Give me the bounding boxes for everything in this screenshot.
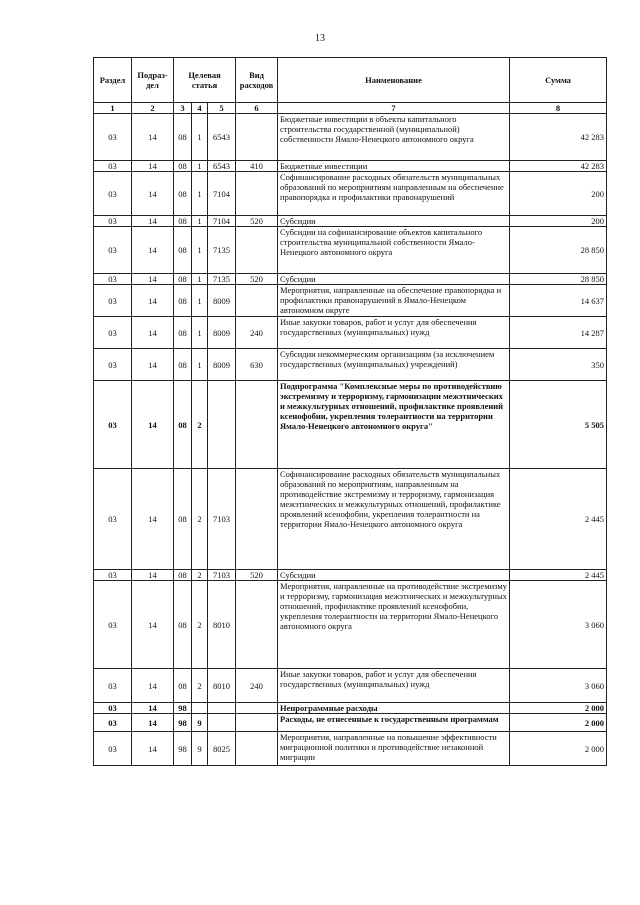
col-number: 5: [208, 103, 236, 114]
cell-razdel: 03: [94, 581, 132, 669]
cell-celevaya-1: 08: [174, 469, 192, 570]
cell-podrazdel: 14: [132, 703, 174, 714]
cell-celevaya-2: 1: [192, 285, 208, 317]
table-row: [94, 349, 607, 381]
cell-celevaya-3: 8025: [208, 732, 236, 766]
cell-celevaya-1: 08: [174, 317, 192, 349]
cell-vid-rashodov: 240: [236, 669, 278, 703]
cell-celevaya-3: 7103: [208, 570, 236, 581]
cell-podrazdel: 14: [132, 581, 174, 669]
cell-razdel: 03: [94, 216, 132, 227]
cell-razdel: 03: [94, 469, 132, 570]
cell-celevaya-2: 9: [192, 732, 208, 766]
cell-celevaya-2: 1: [192, 216, 208, 227]
cell-vid-rashodov: [236, 714, 278, 732]
cell-razdel: 03: [94, 317, 132, 349]
cell-celevaya-3: 7103: [208, 469, 236, 570]
cell-razdel: 03: [94, 703, 132, 714]
cell-celevaya-2: 1: [192, 161, 208, 172]
cell-podrazdel: 14: [132, 349, 174, 381]
cell-naimenovanie: Непрограммные расходы: [278, 703, 510, 714]
cell-celevaya-3: [208, 714, 236, 732]
cell-razdel: 03: [94, 732, 132, 766]
cell-naimenovanie: Иные закупки товаров, работ и услуг для обеспечения государственных (муниципальных) нужд: [278, 669, 510, 703]
cell-razdel: 03: [94, 172, 132, 216]
cell-celevaya-2: 2: [192, 469, 208, 570]
cell-podrazdel: 14: [132, 161, 174, 172]
cell-razdel: 03: [94, 349, 132, 381]
cell-summa: 200: [510, 172, 607, 216]
cell-celevaya-2: 9: [192, 714, 208, 732]
cell-podrazdel: 14: [132, 669, 174, 703]
cell-summa: 350: [510, 349, 607, 381]
cell-celevaya-1: 08: [174, 581, 192, 669]
cell-celevaya-3: 7135: [208, 274, 236, 285]
cell-naimenovanie: Подпрограмма "Комплексные меры по противодействию экстремизму и терроризму, гармонизации межэтнических и межкультурных отношений, профилактике проявлений ксенофобии, укрепления толерантности на территории Ямало-Ненецкого автономного округа": [278, 381, 510, 469]
header-celevaya-statya: Целевая статья: [174, 58, 236, 103]
table-row: [94, 161, 607, 172]
table-row: [94, 732, 607, 766]
cell-summa: 28 850: [510, 227, 607, 274]
table-row: [94, 581, 607, 669]
cell-summa: 5 505: [510, 381, 607, 469]
cell-summa: 200: [510, 216, 607, 227]
cell-vid-rashodov: 520: [236, 274, 278, 285]
cell-naimenovanie: Субсидии некоммерческим организациям (за исключением государственных (муниципальных) учреждений): [278, 349, 510, 381]
header-vid-rashodov: Вид расходов: [236, 58, 278, 103]
cell-razdel: 03: [94, 274, 132, 285]
cell-podrazdel: 14: [132, 714, 174, 732]
cell-celevaya-1: 08: [174, 669, 192, 703]
cell-naimenovanie: Софинансирование расходных обязательств муниципальных образований по мероприятиям направленным на обеспечение правопорядка и профилактики правонарушений: [278, 172, 510, 216]
cell-celevaya-3: 8010: [208, 669, 236, 703]
cell-summa: 42 283: [510, 161, 607, 172]
cell-razdel: 03: [94, 285, 132, 317]
table-row: [94, 469, 607, 570]
cell-razdel: 03: [94, 161, 132, 172]
cell-summa: 2 445: [510, 469, 607, 570]
cell-celevaya-3: 7104: [208, 216, 236, 227]
cell-celevaya-2: 2: [192, 381, 208, 469]
cell-vid-rashodov: [236, 469, 278, 570]
cell-celevaya-1: 08: [174, 570, 192, 581]
table-row: [94, 114, 607, 161]
cell-celevaya-1: 08: [174, 285, 192, 317]
cell-vid-rashodov: 410: [236, 161, 278, 172]
table-row: [94, 714, 607, 732]
cell-celevaya-2: 1: [192, 227, 208, 274]
header-naimenovanie: Наименование: [278, 58, 510, 103]
cell-naimenovanie: Софинансирование расходных обязательств муниципальных образований по мероприятиям, направленным на противодействие экстремизму и терроризму, гармонизация межэтнических и межкультурных отношений, профилактике проявлений ксенофобии, укрепления толерантности на территории Ямало-Ненецкого автономного округа: [278, 469, 510, 570]
cell-summa: 2 445: [510, 570, 607, 581]
cell-celevaya-3: 8009: [208, 317, 236, 349]
cell-podrazdel: 14: [132, 114, 174, 161]
cell-celevaya-2: 2: [192, 570, 208, 581]
cell-celevaya-1: 08: [174, 349, 192, 381]
cell-celevaya-3: [208, 381, 236, 469]
cell-naimenovanie: Субсидии: [278, 216, 510, 227]
cell-celevaya-1: 08: [174, 216, 192, 227]
cell-podrazdel: 14: [132, 216, 174, 227]
cell-summa: 2 000: [510, 732, 607, 766]
table-row: [94, 317, 607, 349]
cell-podrazdel: 14: [132, 317, 174, 349]
cell-podrazdel: 14: [132, 274, 174, 285]
header-summa: Сумма: [510, 58, 607, 103]
cell-vid-rashodov: [236, 703, 278, 714]
budget-table: [93, 57, 607, 766]
cell-celevaya-1: 08: [174, 161, 192, 172]
cell-vid-rashodov: [236, 732, 278, 766]
cell-celevaya-3: 7135: [208, 227, 236, 274]
cell-naimenovanie: Мероприятия, направленные на обеспечение правопорядка и профилактики правонарушений в Ямало-Ненецком автономном округе: [278, 285, 510, 317]
cell-celevaya-1: 08: [174, 227, 192, 274]
cell-celevaya-1: 98: [174, 703, 192, 714]
cell-vid-rashodov: [236, 172, 278, 216]
cell-vid-rashodov: [236, 285, 278, 317]
cell-celevaya-2: 1: [192, 349, 208, 381]
col-number: 8: [510, 103, 607, 114]
cell-podrazdel: 14: [132, 570, 174, 581]
cell-celevaya-3: 6543: [208, 114, 236, 161]
cell-vid-rashodov: [236, 581, 278, 669]
cell-celevaya-2: 1: [192, 317, 208, 349]
cell-podrazdel: 14: [132, 227, 174, 274]
cell-celevaya-2: 2: [192, 581, 208, 669]
cell-naimenovanie: Расходы, не отнесенные к государственным программам: [278, 714, 510, 732]
cell-celevaya-3: 6543: [208, 161, 236, 172]
cell-razdel: 03: [94, 381, 132, 469]
cell-podrazdel: 14: [132, 469, 174, 570]
cell-vid-rashodov: 630: [236, 349, 278, 381]
cell-naimenovanie: Субсидии на софинансирование объектов капитального строительства муниципальной собственности Ямало-Ненецкого автономного округа: [278, 227, 510, 274]
cell-summa: 2 000: [510, 703, 607, 714]
table-row: [94, 381, 607, 469]
cell-podrazdel: 14: [132, 732, 174, 766]
cell-celevaya-2: 1: [192, 114, 208, 161]
cell-summa: 28 850: [510, 274, 607, 285]
cell-celevaya-3: 8010: [208, 581, 236, 669]
cell-celevaya-1: 08: [174, 274, 192, 285]
cell-summa: 3 060: [510, 669, 607, 703]
col-number: 4: [192, 103, 208, 114]
cell-razdel: 03: [94, 114, 132, 161]
table-row: [94, 227, 607, 274]
cell-celevaya-2: 1: [192, 274, 208, 285]
table-row: [94, 274, 607, 285]
table-row: [94, 172, 607, 216]
col-number: 7: [278, 103, 510, 114]
cell-naimenovanie: Бюджетные инвестиции: [278, 161, 510, 172]
cell-celevaya-2: 2: [192, 669, 208, 703]
cell-razdel: 03: [94, 570, 132, 581]
page-number: 13: [315, 33, 325, 44]
col-number: 3: [174, 103, 192, 114]
cell-naimenovanie: Иные закупки товаров, работ и услуг для обеспечения государственных (муниципальных) нужд: [278, 317, 510, 349]
col-number: 2: [132, 103, 174, 114]
table-row: [94, 570, 607, 581]
table-row: [94, 669, 607, 703]
cell-vid-rashodov: 520: [236, 570, 278, 581]
table-row: [94, 216, 607, 227]
cell-summa: 14 637: [510, 285, 607, 317]
cell-podrazdel: 14: [132, 381, 174, 469]
cell-naimenovanie: Субсидии: [278, 570, 510, 581]
cell-vid-rashodov: [236, 227, 278, 274]
cell-celevaya-3: 7104: [208, 172, 236, 216]
col-number: 6: [236, 103, 278, 114]
cell-celevaya-1: 08: [174, 114, 192, 161]
cell-podrazdel: 14: [132, 172, 174, 216]
cell-podrazdel: 14: [132, 285, 174, 317]
cell-naimenovanie: Бюджетные инвестиции в объекты капитального строительства государственной (муниципальной) собственности Ямало-Ненецкого автономного округа: [278, 114, 510, 161]
cell-razdel: 03: [94, 714, 132, 732]
cell-celevaya-3: 8009: [208, 285, 236, 317]
cell-celevaya-3: [208, 703, 236, 714]
cell-celevaya-1: 98: [174, 732, 192, 766]
cell-summa: 3 060: [510, 581, 607, 669]
cell-vid-rashodov: 240: [236, 317, 278, 349]
cell-vid-rashodov: [236, 381, 278, 469]
col-number: 1: [94, 103, 132, 114]
cell-vid-rashodov: [236, 114, 278, 161]
cell-celevaya-1: 08: [174, 381, 192, 469]
cell-naimenovanie: Мероприятия, направленные на повышение эффективности миграционной политики и противодействие незаконной миграции: [278, 732, 510, 766]
cell-razdel: 03: [94, 669, 132, 703]
cell-summa: 2 000: [510, 714, 607, 732]
cell-celevaya-3: 8009: [208, 349, 236, 381]
table-row: [94, 285, 607, 317]
header-podrazdel: Подраз- дел: [132, 58, 174, 103]
cell-celevaya-1: 98: [174, 714, 192, 732]
cell-celevaya-2: [192, 703, 208, 714]
cell-summa: 14 287: [510, 317, 607, 349]
cell-celevaya-1: 08: [174, 172, 192, 216]
cell-summa: 42 283: [510, 114, 607, 161]
cell-naimenovanie: Мероприятия, направленные на противодействие экстремизму и терроризму, гармонизация межэтнических и межкультурных отношений, профилактике проявлений ксенофобии, укрепления толерантности на территории Ямало-Ненецкого автономного округа: [278, 581, 510, 669]
cell-celevaya-2: 1: [192, 172, 208, 216]
cell-naimenovanie: Субсидии: [278, 274, 510, 285]
cell-vid-rashodov: 520: [236, 216, 278, 227]
cell-razdel: 03: [94, 227, 132, 274]
header-razdel: Раздел: [94, 58, 132, 103]
table-row: [94, 703, 607, 714]
